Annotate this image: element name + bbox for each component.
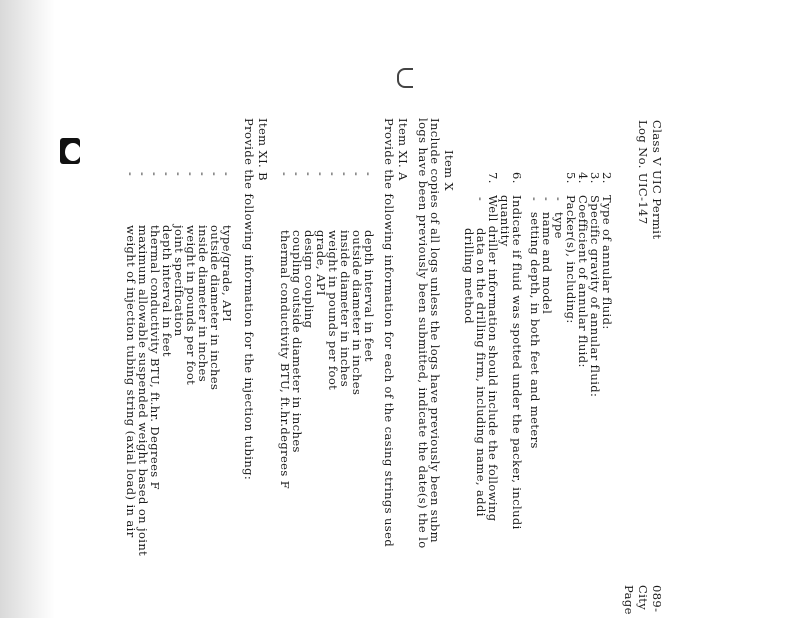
- casing-field: grade, API: [314, 230, 328, 296]
- casing-field: coupling outside diameter in inches: [290, 230, 304, 453]
- item-5-number: 5.: [564, 172, 578, 184]
- tubing-field: weight of injection tubing string (axial load) in air: [124, 225, 138, 538]
- bullet-dash: -: [124, 172, 137, 177]
- bullet-dash: -: [326, 172, 339, 177]
- bullet-dash: -: [552, 197, 565, 202]
- bullet-dash: -: [196, 172, 209, 177]
- casing-field: outside diameter in inches: [350, 230, 364, 396]
- item-xi-b-intro: Provide the following information for the injection tubing:: [242, 118, 256, 481]
- item-7-text: Well driller information should include the following: [486, 195, 500, 522]
- tubing-field: outside diameter in inches: [208, 225, 222, 391]
- item-xi-a-heading: Item XI. A: [396, 118, 410, 181]
- log-number: Log No. UIC-147: [636, 120, 650, 225]
- item-7-number: 7.: [486, 172, 500, 184]
- item-x-line-2: logs have been previously been submitted, indicate the date(s) the lo: [416, 118, 430, 549]
- casing-field: depth interval in feet: [362, 230, 376, 362]
- bullet-dash: -: [314, 172, 327, 177]
- scan-edge-shadow: [0, 0, 55, 618]
- header-right-1: 089-: [650, 585, 664, 613]
- bullet-dash: -: [148, 172, 161, 177]
- permit-title: Class V UIC Permit: [650, 120, 664, 240]
- driller-firm-data: data on the drilling firm, including name, addi: [474, 228, 488, 517]
- packer-name-model: name and model: [540, 212, 554, 315]
- tubing-field: inside diameter in inches: [196, 225, 210, 383]
- tubing-field: maximum allowable suspended weight based on joint: [136, 225, 150, 557]
- bullet-dash: -: [278, 172, 291, 177]
- tubing-field: type/grade, API: [220, 225, 234, 322]
- item-6-number: 6.: [510, 172, 524, 184]
- item-2-text: Type of annular fluid:: [600, 195, 614, 330]
- header-right-3: Page: [622, 585, 636, 615]
- item-x-line-1: Include copies of all logs unless the logs have previously been subm: [428, 118, 442, 543]
- item-2-number: 2.: [600, 172, 614, 184]
- tubing-field: joint specification: [172, 225, 186, 337]
- bullet-dash: -: [208, 172, 221, 177]
- tubing-field: weight in pounds per foot: [184, 225, 198, 386]
- casing-field: design coupling: [302, 230, 316, 329]
- bullet-dash: -: [540, 197, 553, 202]
- bullet-dash: -: [184, 172, 197, 177]
- bullet-dash: -: [290, 172, 303, 177]
- driller-method: drilling method: [462, 228, 476, 325]
- bullet-dash: -: [350, 172, 363, 177]
- tubing-field: thermal conductivity BTU, ft.hr. Degrees F: [148, 225, 162, 491]
- packer-type: type: [552, 212, 566, 239]
- item-3-text: Specific gravity of annular fluid:: [588, 195, 602, 398]
- item-xi-b-heading: Item XI. B: [256, 118, 270, 182]
- bullet-dash: -: [172, 172, 185, 177]
- item-xi-a-intro: Provide the following information for each of the casing strings used: [382, 118, 396, 548]
- bullet-dash: -: [220, 172, 233, 177]
- tubing-field: depth interval in feet: [160, 225, 174, 357]
- item-6-continuation: quantity: [498, 195, 512, 247]
- item-3-number: 3.: [588, 172, 602, 184]
- casing-field: inside diameter in inches: [338, 230, 352, 388]
- bullet-dash: -: [362, 172, 375, 177]
- binder-hole-mark: [60, 138, 80, 164]
- punch-hole-mark: [397, 68, 413, 88]
- item-x-heading: Item X: [442, 150, 456, 192]
- bullet-dash: -: [528, 197, 541, 202]
- item-6-text: Indicate if fluid was spotted under the packer, includi: [510, 195, 524, 530]
- bullet-dash: -: [474, 197, 487, 202]
- casing-field: weight in pounds per foot: [326, 230, 340, 391]
- bullet-dash: -: [302, 172, 315, 177]
- casing-field: thermal conductivity BTU, ft.hr.degrees F: [278, 230, 292, 490]
- bullet-dash: -: [136, 172, 149, 177]
- bullet-dash: -: [160, 172, 173, 177]
- packer-setting-depth: setting depth, in both feet and meters: [528, 212, 542, 449]
- bullet-dash: -: [338, 172, 351, 177]
- item-5-text: Packer(s), including:: [564, 195, 578, 324]
- header-right-2: City: [636, 585, 650, 611]
- item-4-text: Coefficient of annular fluid:: [576, 195, 590, 368]
- item-4-number: 4.: [576, 172, 590, 184]
